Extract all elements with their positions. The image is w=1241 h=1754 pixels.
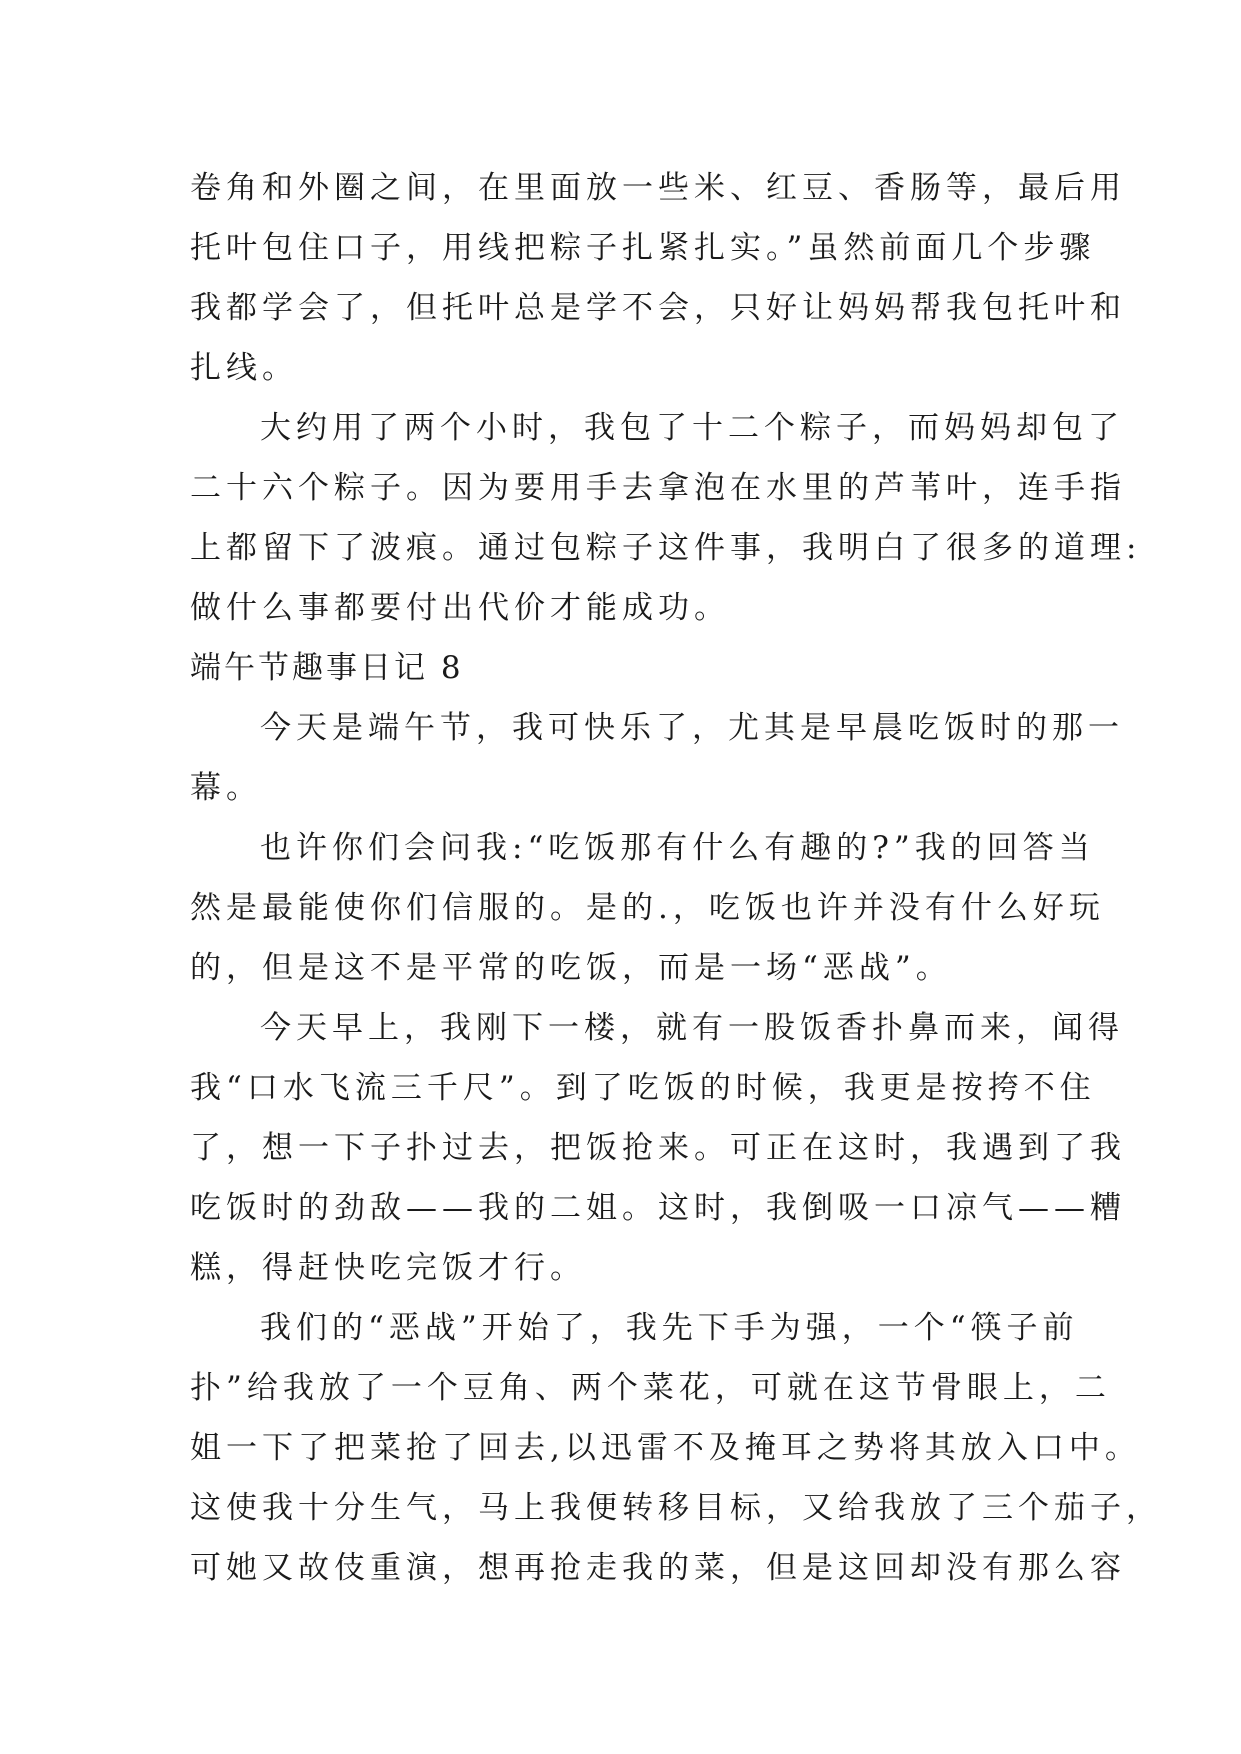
text-line: 今天是端午节，我可快乐了，尤其是早晨吃饭时的那一 xyxy=(260,710,1124,746)
text-line: 幕。 xyxy=(190,770,262,806)
text-line: 我“口水飞流三千尺”。到了吃饭的时候，我更是按挎不住 xyxy=(190,1070,1096,1106)
text-line: 今天早上，我刚下一楼，就有一股饭香扑鼻而来，闻得 xyxy=(260,1010,1124,1046)
document-body xyxy=(190,158,1162,1598)
text-line: 可她又故伎重演，想再抢走我的菜，但是这回却没有那么容 xyxy=(190,1550,1126,1586)
text-line: 大约用了两个小时，我包了十二个粽子，而妈妈却包了 xyxy=(260,410,1124,446)
text-line: 二十六个粽子。因为要用手去拿泡在水里的芦苇叶，连手指 xyxy=(190,470,1126,506)
text-line: 扑”给我放了一个豆角、两个菜花，可就在这节骨眼上，二 xyxy=(190,1370,1111,1406)
text-line: 上都留下了波痕。通过包粽子这件事，我明白了很多的道理: xyxy=(190,530,1142,566)
text-line: 然是最能使你们信服的。是的.，吃饭也许并没有什么好玩 xyxy=(190,890,1105,926)
text-line: 吃饭时的劲敌——我的二姐。这时，我倒吸一口凉气——糟 xyxy=(190,1190,1126,1226)
text-line: 卷角和外圈之间，在里面放一些米、红豆、香肠等，最后用 xyxy=(190,170,1126,206)
text-line: 糕，得赶快吃完饭才行。 xyxy=(190,1250,586,1286)
text-line: 姐一下了把菜抢了回去,以迅雷不及掩耳之势将其放入口中。 xyxy=(190,1430,1141,1466)
section-heading: 端午节趣事日记 8 xyxy=(190,650,464,686)
text-line: 扎线。 xyxy=(190,350,298,386)
text-line: 我们的“恶战”开始了，我先下手为强，一个“筷子前 xyxy=(260,1310,1079,1346)
text-line: 做什么事都要付出代价才能成功。 xyxy=(190,590,730,626)
text-line: 这使我十分生气，马上我便转移目标，又给我放了三个茄子， xyxy=(190,1490,1162,1526)
text-line: 托叶包住口子，用线把粽子扎紧扎实。”虽然前面几个步骤 xyxy=(190,230,1096,266)
text-line: 的，但是这不是平常的吃饭，而是一场“恶战”。 xyxy=(190,950,952,986)
text-line: 也许你们会问我:“吃饭那有什么有趣的?”我的回答当 xyxy=(260,830,1095,866)
text-line: 我都学会了，但托叶总是学不会，只好让妈妈帮我包托叶和 xyxy=(190,290,1126,326)
text-line: 了，想一下子扑过去，把饭抢来。可正在这时，我遇到了我 xyxy=(190,1130,1126,1166)
